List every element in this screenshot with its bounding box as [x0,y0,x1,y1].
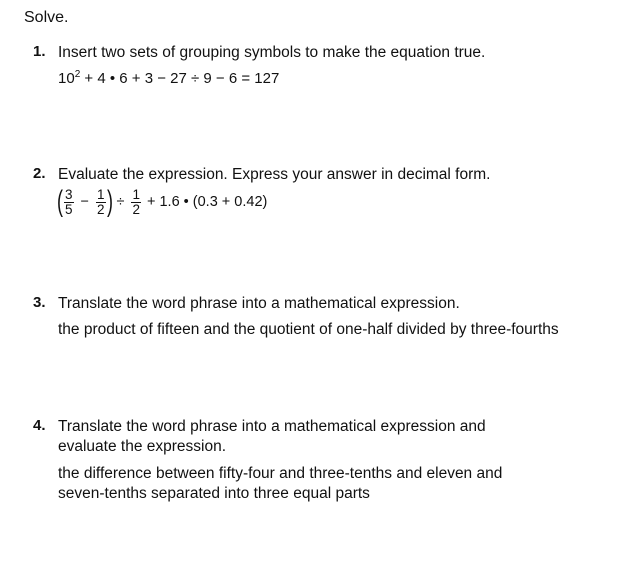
problem-number: 2. [33,165,46,182]
fraction-numerator: 1 [132,186,140,202]
problem-prompt: Insert two sets of grouping symbols to make the equation true. [58,44,486,61]
fraction-numerator: 3 [65,186,73,202]
fraction-expression [58,187,603,217]
problem-1 [33,43,603,89]
divide-operator: ÷ [116,194,125,210]
problem-number: 4. [33,417,46,434]
problem-prompt-line-2: evaluate the expression. [58,438,227,455]
equation [58,69,603,89]
word-phrase-line-1: the difference between fifty-four and three-tenths and eleven and [58,465,503,482]
problem-number: 3. [33,294,46,311]
fraction-denominator: 2 [132,201,140,217]
problem-2 [33,165,603,217]
minus-operator: − [80,194,89,210]
equation-exponent: 2 [74,69,81,80]
problem-4 [33,417,603,504]
problem-number: 1. [33,43,46,60]
word-phrase: the product of fifteen and the quotient of one-half divided by three-fourths [58,321,559,338]
problem-prompt: Evaluate the expression. Express your answer in decimal form. [58,166,491,183]
fraction-denominator: 2 [96,201,105,217]
close-paren: ) [106,185,113,218]
fraction [96,188,106,217]
fraction [64,188,74,217]
expression-tail: + 1.6 • (0.3 + 0.42) [146,194,268,210]
instruction-heading: Solve. [24,9,69,26]
equation-base: 10 [58,70,75,87]
fraction [131,188,141,217]
fraction-denominator: 5 [65,201,73,217]
word-phrase-line-2: seven-tenths separated into three equal parts [58,485,370,502]
problem-3 [33,294,603,340]
problem-prompt: Translate the word phrase into a mathematical expression. [58,295,460,312]
open-paren: ( [57,185,63,218]
equation-rest: + 4 • 6 + 3 − 27 ÷ 9 − 6 = 127 [80,70,280,87]
problem-prompt-line-1: Translate the word phrase into a mathematical expression and [58,418,486,435]
fraction-numerator: 1 [96,186,105,202]
